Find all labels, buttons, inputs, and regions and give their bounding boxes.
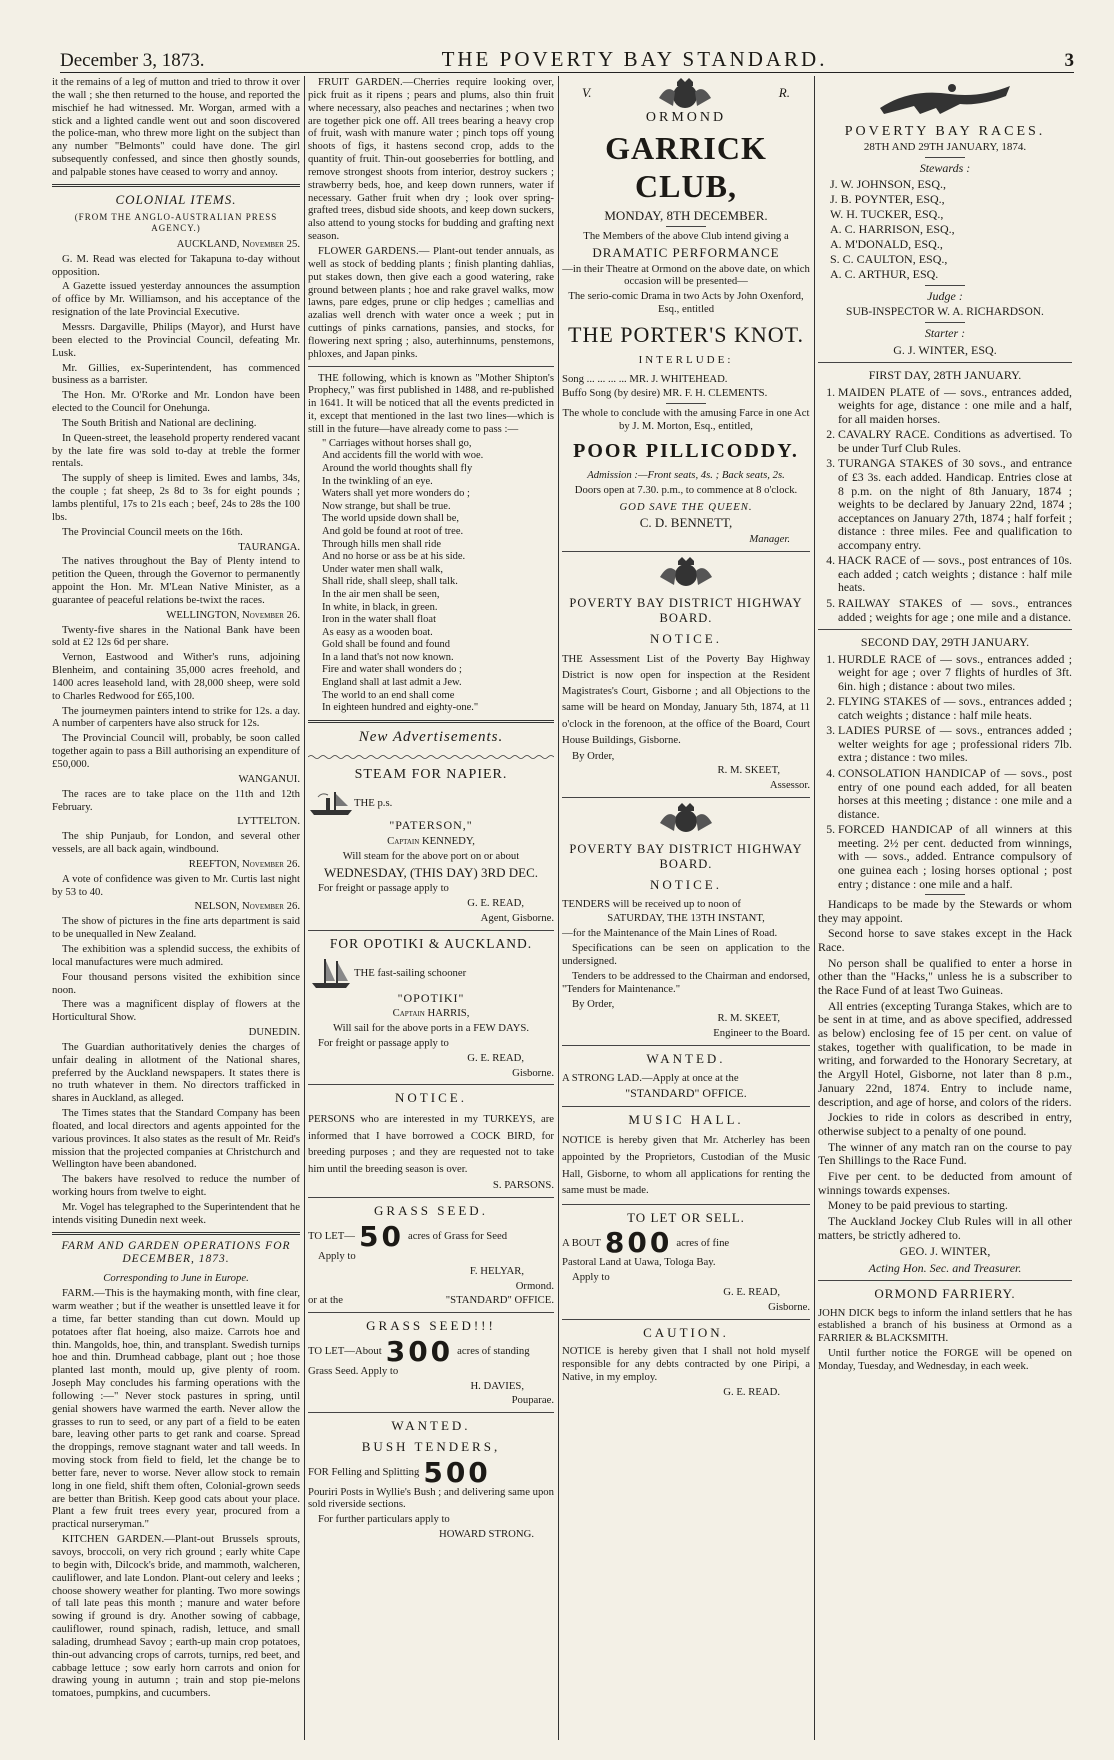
board-2-text: TENDERS will be received up to noon of xyxy=(562,897,741,910)
opotiki-the-line: THE fast-sailing schooner xyxy=(354,967,467,980)
news-item: The ship Punjaub, for London, and several other vessels, are all back again, windbound. xyxy=(52,830,300,856)
ship-name: "PATERSON," xyxy=(389,818,473,833)
news-item: The South British and National are declining. xyxy=(62,416,257,429)
let-about: A BOUT xyxy=(562,1236,601,1249)
kitchen-garden-text: KITCHEN GARDEN.—Plant-out Brussels sprouts, savoys, broccoli, on very rich ground ; early white Cape to begin with, Dilcock's bride, and mammoth, walcheren, cauliflower, and late London. Plant-out celery and leeks ; choose showery weather for planting. Two more sowings of tall late peas this month ; manure and water before sowing if ground is dry. Another sowing of cabbage, cauliflower, round spinach, radish, lettuce, and small salading, drumhead Savoy ; earth-up main crop potatoes, thin-out advancing crops of carrots, turnips, red beet, and cabbage lettuce ; sow early horn carrots and onion for drawing young in autumn ; train and stop pie-melons tomatoes, pumpkins, and cucumbers. xyxy=(52,1533,300,1700)
caution-heading: CAUTION. xyxy=(643,1324,729,1340)
news-item: The Guardian authoritatively denies the charges of unfair dealing in allotment of the National shares, preferred by the Auckland newspapers. It states there is no truth whatever in them. No directors trafficked in shares in Auckland, as alleged. xyxy=(52,1040,300,1105)
verse-line: As easy as a wooden boat. xyxy=(322,626,433,638)
board-2-order: By Order, xyxy=(572,997,615,1010)
vr-letter-r: R. xyxy=(778,85,790,101)
vr-letter-v: V. xyxy=(582,85,592,101)
verse-line: England shall at last admit a Jew. xyxy=(322,677,462,689)
to-let-heading: TO LET OR SELL. xyxy=(627,1209,745,1225)
board-2-notice: NOTICE. xyxy=(650,877,722,892)
grass-acres: acres of Grass for Seed xyxy=(407,1230,508,1243)
news-item: The show of pictures in the fine arts department is said to be unequalled in New Zealand. xyxy=(52,915,300,941)
steward-name: J. B. POYNTER, ESQ., xyxy=(830,192,945,207)
board-1-notice: NOTICE. xyxy=(650,630,722,646)
news-item: There was a magnificent display of flowers at the Horticultural Show. xyxy=(52,998,300,1024)
grass2-let-line xyxy=(308,1334,554,1368)
verse-line: Shall ride, shall sleep, shall talk. xyxy=(322,576,458,588)
divider xyxy=(52,1232,300,1235)
royal-crest-line xyxy=(562,76,810,110)
steam-signature-role: Agent, Gisborne. xyxy=(480,911,554,924)
verse-line: Iron in the water shall float xyxy=(322,614,437,626)
grass2-to-let: TO LET—About xyxy=(308,1345,382,1358)
ship-captain: Captain KENNEDY, xyxy=(387,834,475,847)
race-event: 2. CAVALRY RACE. Conditions as advertised. To be under Turf Club Rules. xyxy=(838,428,1072,455)
grass-let-line xyxy=(308,1219,554,1253)
issue-date: December 3, 1873. xyxy=(60,50,205,71)
god-save-queen: GOD SAVE THE QUEEN. xyxy=(619,500,753,513)
steward-name: W. H. TUCKER, ESQ., xyxy=(830,207,944,222)
column-1 xyxy=(52,76,300,1748)
fruit-garden-text: FRUIT GARDEN.—Cherries require looking over, pick fruit as it ripens ; pears and plums, also thin fruit where necessary, also peaches and nectarines ; when two are together pick one off. All trees bearing a heavy crop of fruit, wash with manure water ; pinch tops off young shoots of figs, it hastens second crop, adds to the quantity of fruit. Thin-out gooseberries for bottling, and remove strongest shoots from interior, destroy suckers ; strawberry beds, hoe, and keep down runners, water if necessary. Gather fruit when dry ; look over spring-grafted trees, disbud side shoots, and keep down suckers, also attend to young stocks for budding and grafting next season. xyxy=(308,76,554,243)
wanted-heading: WANTED. xyxy=(391,1418,471,1434)
divider xyxy=(308,366,554,367)
opotiki-ad-top xyxy=(308,957,554,991)
interlude-heading: INTERLUDE: xyxy=(638,354,734,367)
short-rule xyxy=(925,894,965,895)
dateline: DUNEDIN. xyxy=(248,1026,300,1039)
news-item: The Times states that the Standard Company has been floated, and local directors and agents appointed for the various provinces. It also states as the result of Mr. Reid's mission that the projected companies at Christchurch and Wellington have been abandoned. xyxy=(52,1107,300,1171)
short-rule xyxy=(925,322,965,323)
let-apply: Apply to xyxy=(572,1271,610,1284)
verse-line: Around the world thoughts shall fly xyxy=(322,462,473,474)
flower-garden-text: FLOWER GARDENS.— Plant-out tender annuals, as well as stock of bedding plants ; finish planting dahlias, put stakes down, then give each a good watering, rake ground between plants ; hoe and rake gravel walks, mow lawns, pare edges, prune or clip hedges ; camellias and azalias well drench with water once a week ; put in cuttings of pinks carnations, pansies, and stocks, for flowering next spring ; also, auterhinnums, penstemons, phloxes, and Japan pinks. xyxy=(308,244,554,360)
let-acres: acres of fine xyxy=(676,1236,730,1249)
news-item: The bakers have resolved to reduce the number of working hours from twelve to eight. xyxy=(52,1173,300,1199)
manager-role: Manager. xyxy=(749,533,790,546)
grass-office-line xyxy=(308,1294,554,1307)
divider xyxy=(818,362,1072,363)
secretary-signature: GEO. J. WINTER, xyxy=(899,1244,991,1259)
news-item: The Provincial Council will, probably, be soon called together again to pass a Bill authorising an expenditure of £50,000. xyxy=(52,732,300,770)
races-heading: POVERTY BAY RACES. xyxy=(844,123,1046,139)
verse-line: Waters shall yet more wonders do ; xyxy=(322,488,470,500)
grass-or-at: or at the xyxy=(308,1294,344,1307)
news-item: The Provincial Council meets on the 16th. xyxy=(62,525,243,538)
music-hall-heading: MUSIC HALL. xyxy=(628,1111,744,1127)
prophecy-verse xyxy=(308,438,554,715)
serio-comic-line: The serio-comic Drama in two Acts by John Oxenford, Esq., entitled xyxy=(568,290,804,316)
bush-tenders-heading: BUSH TENDERS, xyxy=(361,1438,501,1454)
race-event: 3. LADIES PURSE of — sovs., entrances added ; welter weights for age ; professional riders 7lb. extra ; distance : two miles. xyxy=(838,724,1072,765)
wanted-office: "STANDARD" OFFICE. xyxy=(625,1086,747,1101)
new-advertisements-heading: New Advertisements. xyxy=(358,728,504,745)
divider xyxy=(52,184,300,187)
verse-line: Under water men shall walk, xyxy=(322,563,444,575)
board-2-crest xyxy=(562,803,810,839)
steam-will: Will steam for the above port on or about xyxy=(342,849,520,862)
board-2-text-2: —for the Maintenance of the Main Lines of Road. xyxy=(562,927,778,940)
race-rule: No person shall be qualified to enter a horse in other than the "Hacks," unless he is a subscriber to the Race Fund of at least Two Guineas. xyxy=(818,955,1072,998)
verse-line: In white, in black, in green. xyxy=(322,601,438,613)
music-hall-text: NOTICE is hereby given that Mr. Atcherley has been appointed by the Proprietors, Custodian of the Music Hall, Gisborne, to whom all applications for renting the same must be made. xyxy=(562,1134,810,1197)
race-rule: Second horse to save stakes except in the Hack Race. xyxy=(818,926,1072,955)
turkey-notice-text: PERSONS who are interested in my TURKEYS, are informed that I have borrowed a COCK BIRD, for breeding purposes ; and they are requested not to take him until the breeding season is over. xyxy=(308,1113,554,1175)
source-line: (FROM THE ANGLO-AUSTRALIAN PRESS AGENCY.) xyxy=(74,212,278,234)
verse-line: Fire and water shall wonders do ; xyxy=(322,664,462,676)
grass-acre-number: 50 xyxy=(359,1219,404,1253)
steward-name: S. C. CAULTON, ESQ., xyxy=(830,252,948,267)
news-item: A vote of confidence was given to Mr. Curtis last night by 53 to 40. xyxy=(52,872,300,898)
news-item: The journeymen painters intend to strike for 12s. a day. A number of carpenters have also struck for 12s. xyxy=(52,704,300,730)
farriery-text-2: Until further notice the FORGE will be opened on Monday, Tuesday, and Wednesday, in each week. xyxy=(818,1347,1072,1372)
verse-line: In the twinkling of an eye. xyxy=(322,475,433,487)
board-1-signature-role: Assessor. xyxy=(769,779,810,792)
race-event: 1. HURDLE RACE of — sovs., entrances added ; weight for age ; over 7 flights of hurdles of 3ft. 6in. high ; distance : about two miles. xyxy=(838,653,1072,694)
members-line: The Members of the above Club intend giving a xyxy=(583,230,789,243)
verse-line: The world upside down shall be, xyxy=(322,513,460,525)
opotiki-signature-place: Gisborne. xyxy=(512,1066,554,1079)
divider xyxy=(562,1204,810,1205)
bush-text: Pouriri Posts in Wyllie's Bush ; and delivering same upon sold riverside sections. xyxy=(308,1485,554,1511)
bush-line xyxy=(308,1455,554,1489)
column-2 xyxy=(308,76,554,1748)
divider xyxy=(562,1106,810,1107)
divider xyxy=(562,797,810,798)
verse-line: " Carriages without horses shall go, xyxy=(322,437,472,449)
race-event: 2. FLYING STAKES of — sovs., entrances added ; catch weights ; distance : half mile heats. xyxy=(838,695,1072,722)
steam-the-line: THE p.s. xyxy=(354,797,393,810)
board-2-signature: R. M. SKEET, xyxy=(717,1012,780,1025)
verse-line: And gold be found at root of tree. xyxy=(322,525,464,537)
dateline: AUCKLAND, November 25. xyxy=(176,237,300,250)
masthead xyxy=(60,38,1074,73)
song-line-2: Buffo Song (by desire) MR. F. H. CLEMENTS. xyxy=(562,387,768,400)
verse-line: Through hills men shall ride xyxy=(322,538,441,550)
race-rule: Money to be paid previous to starting. xyxy=(828,1198,1008,1213)
divider xyxy=(308,720,554,723)
race-rule: The Auckland Jockey Club Rules will in all other matters, be strictly adhered to. xyxy=(818,1213,1072,1242)
divider xyxy=(562,1319,810,1320)
race-event: 4. HACK RACE of — sovs., post entrances of 10s. each added ; catch weights ; distance : half mile heats. xyxy=(838,554,1072,595)
grass-to-let: TO LET— xyxy=(308,1230,355,1243)
race-event: 1. MAIDEN PLATE of — sovs., entrances added, weights for age, distance : one mile and a half, for all maiden horses. xyxy=(838,386,1072,427)
races-dates: 28TH AND 29TH JANUARY, 1874. xyxy=(863,140,1027,153)
news-item: Mr. Gillies, ex-Superintendent, has commenced business as a barrister. xyxy=(52,361,300,387)
bush-further: For further particulars apply to xyxy=(318,1513,450,1526)
bush-signature: HOWARD STRONG. xyxy=(438,1528,534,1541)
grass2-acre-number: 300 xyxy=(385,1334,454,1368)
steward-name: J. W. JOHNSON, ESQ., xyxy=(830,177,947,192)
short-rule xyxy=(925,157,965,158)
performance-date: MONDAY, 8TH DECEMBER. xyxy=(604,207,768,223)
board-1-signature: R. M. SKEET, xyxy=(717,764,780,777)
garrick-club-title: GARRICK CLUB, xyxy=(605,129,767,205)
divider xyxy=(308,1197,554,1198)
schooner-captain: Captain HARRIS, xyxy=(392,1007,470,1020)
second-day-heading: SECOND DAY, 29TH JANUARY. xyxy=(860,635,1030,650)
steamship-icon xyxy=(308,788,354,818)
verse-line: Now strange, but shall be true. xyxy=(322,500,451,512)
poor-pillicoddy-title: POOR PILLICODDY. xyxy=(573,439,799,462)
news-item: The supply of sheep is limited. Ewes and lambs, 34s, the couple ; fat sheep, 2s 8d to 3s for eight pounds ; lambs plentiful, 17s to 21s each ; beef, 24s to 28s the 100 lbs. xyxy=(52,472,300,523)
royal-crest-icon xyxy=(656,557,716,589)
opotiki-sail: Will sail for the above ports in a FEW DAYS. xyxy=(332,1022,530,1035)
second-day-events xyxy=(818,653,1072,892)
steam-freight: For freight or passage apply to xyxy=(318,882,449,895)
bush-felling: FOR Felling and Splitting xyxy=(308,1466,420,1479)
porters-knot-title: THE PORTER'S KNOT. xyxy=(568,321,804,347)
dramatic-performance: DRAMATIC PERFORMANCE xyxy=(592,245,780,261)
column-4 xyxy=(818,76,1072,1748)
steam-date: WEDNESDAY, (THIS DAY) 3RD DEC. xyxy=(323,864,539,880)
farriery-heading: ORMOND FARRIERY. xyxy=(874,1286,1016,1301)
news-item: The races are to take place on the 11th and 12th February. xyxy=(52,787,300,813)
wavy-rule xyxy=(308,754,554,760)
verse-line: In the air men shall be seen, xyxy=(322,588,440,600)
grass2-acres: acres of standing xyxy=(457,1345,530,1358)
caution-signature: G. E. READ. xyxy=(723,1385,780,1398)
theatre-line: —in their Theatre at Ormond on the above date, on which occasion will be presented— xyxy=(562,262,810,288)
stewards-list xyxy=(818,177,1072,282)
divider xyxy=(818,629,1072,630)
news-item: Messrs. Dargaville, Philips (Mayor), and Hurst have been elected to the Provincial Council, defeating Mr. Lusk. xyxy=(52,321,300,359)
let-line xyxy=(562,1226,810,1260)
article-continued: it the remains of a leg of mutton and tried to throw it over the wall ; she then returned to the house, and reported the mischief he had witnessed. Mr. Worgan, armed with a stick and a lighted candle went out and soon discovered the police-man, who threw more light on the subject than any number "Belmonts" could have done. The girl subsequently confessed, and since then ghostly sounds, and palpable stones have ceased to worry and annoy. xyxy=(52,76,300,178)
grass-signature-place: Ormond. xyxy=(515,1279,554,1292)
column-rule xyxy=(304,76,305,1740)
dateline: WANGANUI. xyxy=(238,772,300,785)
divider xyxy=(562,1045,810,1046)
let-acre-number: 800 xyxy=(604,1226,673,1260)
dateline: LYTTELTON. xyxy=(237,815,300,828)
board-2-tenders: Tenders to be addressed to the Chairman and endorsed, "Tenders for Maintenance." xyxy=(562,969,810,995)
race-rule: The winner of any match ran on the course to pay Ten Shillings to the Race Fund. xyxy=(818,1139,1072,1168)
board-1-order: By Order, xyxy=(572,749,615,762)
divider xyxy=(308,930,554,931)
grass-apply: Apply to xyxy=(318,1249,356,1262)
manager-signature: C. D. BENNETT, xyxy=(639,515,733,531)
opotiki-heading: FOR OPOTIKI & AUCKLAND. xyxy=(329,935,533,951)
let-signature-place: Gisborne. xyxy=(768,1300,810,1313)
admission-line: Admission :—Front seats, 4s. ; Back seats, 2s. xyxy=(587,468,785,481)
short-rule xyxy=(925,285,965,286)
dateline: NELSON, November 26. xyxy=(194,900,300,913)
song-line-1: Song ... ... ... ... MR. J. WHITEHEAD. xyxy=(562,372,728,385)
verse-line: And accidents fill the world with woe. xyxy=(322,450,484,462)
stewards-label: Stewards : xyxy=(919,160,971,175)
grass2-apply: Grass Seed. Apply to xyxy=(308,1364,399,1377)
news-item: Twenty-five shares in the National Bank have been sold at £2 12s 6d per share. xyxy=(52,623,300,649)
steward-name: A. M'DONALD, ESQ., xyxy=(830,237,943,252)
news-item: Four thousand persons visited the exhibition since noon. xyxy=(52,970,300,996)
board-2-date: SATURDAY, THE 13TH INSTANT, xyxy=(607,912,765,925)
race-event: 4. CONSOLATION HANDICAP of — sovs., post entry of one pound each added, for all beaten horses at this meeting ; distance : one mile and a distance. xyxy=(838,767,1072,821)
board-2-specifications: Specifications can be seen on application to the undersigned. xyxy=(562,942,810,967)
news-item: The exhibition was a splendid success, the exhibits of local manufactures were much admired. xyxy=(52,942,300,968)
board-1-heading: POVERTY BAY DISTRICT HIGHWAY BOARD. xyxy=(569,595,803,625)
steam-signature: G. E. READ, xyxy=(467,897,524,909)
race-event: 5. RAILWAY STAKES of — sovs., entrances added ; weights for age ; one mile and a distance. xyxy=(838,597,1072,624)
steward-name: A. C. HARRISON, ESQ., xyxy=(830,222,955,237)
grass2-signature-place: Pouparae. xyxy=(511,1394,554,1407)
race-event: 3. TURANGA STAKES of 30 sovs., and entrance of £3 3s. each added. Handicap. Entries close at 8 p.m. on the night of 8th January, 1874 ; weights to be declared by January 22nd, 1874 ; acceptances on January 27th, 1874 ; half forfeit ; distance : three miles. Fee and qualification to accompany entry. xyxy=(838,457,1072,552)
column-3 xyxy=(562,76,810,1748)
dateline: REEFTON, November 26. xyxy=(188,857,300,870)
schooner-name: "OPOTIKI" xyxy=(397,990,465,1005)
bush-post-number: 500 xyxy=(423,1455,491,1489)
dateline: TAURANGA. xyxy=(238,540,300,553)
wanted-text: A STRONG LAD.—Apply at once at the xyxy=(562,1071,739,1084)
farm-subheading: Corresponding to June in Europe. xyxy=(103,1272,249,1285)
secretary-role: Acting Hon. Sec. and Treasurer. xyxy=(868,1260,1022,1275)
race-rule: Jockies to ride in colors as described in entry, otherwise subject to a penalty of one pound. xyxy=(818,1110,1072,1138)
colonial-items-heading: COLONIAL ITEMS. xyxy=(115,191,237,207)
board-2-signature-role: Engineer to the Board. xyxy=(713,1027,810,1040)
schooner-icon xyxy=(308,957,354,991)
steam-napier-heading: STEAM FOR NAPIER. xyxy=(354,766,508,782)
news-item: G. M. Read was elected for Takapuna to-day without opposition. xyxy=(52,252,300,278)
divider xyxy=(562,551,810,552)
verse-line: Gold shall be found and found xyxy=(322,639,451,651)
judge-name: SUB-INSPECTOR W. A. RICHARDSON. xyxy=(846,305,1044,318)
steward-name: A. C. ARTHUR, ESQ. xyxy=(830,267,939,282)
starter-label: Starter : xyxy=(924,326,966,341)
opotiki-freight: For freight or passage apply to xyxy=(318,1036,449,1049)
race-rule: All entries (excepting Turanga Stakes, which are to be sent in at time, and as above specified, addressed as below) enclosing fee of 15 per cent. on value of stakes, together with qualification, to be made in writing, and forwarded to the Honorary Secretary, at the Argyll Hotel, Gisborne, not later than 8 p.m., January 22nd, 1874. Entry to include name, description, and age of horse, and colors of the riders. xyxy=(818,998,1072,1109)
notice-heading: NOTICE. xyxy=(395,1090,467,1106)
verse-line: In a land that's not now known. xyxy=(322,651,454,663)
steam-ad-top xyxy=(308,788,554,818)
let-text: Pastoral Land at Uawa, Tologa Bay. xyxy=(562,1256,716,1269)
verse-line: And no horse or ass be at his side. xyxy=(322,551,466,563)
news-item: The natives throughout the Bay of Plenty intend to petition the Queen, through the Governor to permanently appoint the Hon. Mr. M'Lean Native Minister, as a guarantee of peaceful relations be-twixt the races. xyxy=(52,555,300,606)
verse-line: The world to an end shall come xyxy=(322,689,455,701)
farce-line: The whole to conclude with the amusing Farce in one Act by J. M. Morton, Esq., entitled, xyxy=(562,407,810,433)
divider xyxy=(818,1280,1072,1281)
newspaper-title: THE POVERTY BAY STANDARD. xyxy=(441,47,828,71)
ormond-label: ORMOND xyxy=(645,110,727,125)
royal-crest-icon xyxy=(655,76,715,110)
dateline: WELLINGTON, November 26. xyxy=(166,608,300,621)
races-emblem xyxy=(818,78,1072,122)
doors-line: Doors open at 7.30. p.m., to commence at 8 o'clock. xyxy=(574,483,798,496)
news-item: The Hon. Mr. O'Rorke and Mr. London have been elected to the Council for Onehunga. xyxy=(52,389,300,415)
royal-crest-icon xyxy=(656,803,716,835)
column-rule xyxy=(814,76,815,1740)
divider xyxy=(308,1412,554,1413)
let-signature: G. E. READ, xyxy=(723,1286,780,1299)
farm-garden-heading: FARM AND GARDEN OPERATIONS FOR DECEMBER, 1873. xyxy=(61,1239,291,1266)
starter-name: G. J. WINTER, ESQ. xyxy=(893,342,997,357)
farm-text: FARM.—This is the haymaking month, with fine clear, warm weather ; but if the weather is unsettled leave it for a time, far better standing than cut down. Mould up potatoes after flat hoeing, also maize. Carrots hoe and thin. Mangolds, hoe, thin, and transplant. Swedish turnips hoe and thin. Drumhead cabbage, plant out ; hoe those planted last month, mould up, give plenty of room. Joseph May concludes his farming operations with the following :—" Never stock pastures in spring, until genial showers have warmed the earth. Never allow the grasses to run to seed, or any part of a field to be eaten bare, leaving other parts to get rank and coarse. Spread the droppings, remove stagnant water and tall weeds. In moving stock from field to field, let the change be to better fare, never to worse. Never allow stock to remain long in one field, shift them often, Colonial-grown seeds are better than British. Keep good cats about your place. Plant a few fruit trees every year, procured from a practical nurseryman." xyxy=(52,1287,300,1531)
divider xyxy=(308,1084,554,1085)
short-rule xyxy=(666,403,706,404)
news-item: Mr. Vogel has telegraphed to the Superintendent that he intends visiting Dunedin next week. xyxy=(52,1201,300,1226)
short-rule xyxy=(666,226,706,227)
board-2-heading: POVERTY BAY DISTRICT HIGHWAY BOARD. xyxy=(569,842,803,871)
verse-line: In eighteen hundred and eighty-one." xyxy=(322,702,479,714)
grass2-signature: H. DAVIES, xyxy=(470,1379,524,1392)
wanted-heading: WANTED. xyxy=(646,1051,726,1067)
page-number: 3 xyxy=(1064,50,1074,71)
turkey-notice-signature: S. PARSONS. xyxy=(492,1179,554,1192)
first-day-events xyxy=(818,386,1072,625)
judge-label: Judge : xyxy=(927,289,963,304)
grass-seed-2-heading: GRASS SEED!!! xyxy=(366,1318,496,1334)
race-rule: Handicaps to be made by the Stewards or whom they may appoint. xyxy=(818,897,1072,925)
race-rule: Five per cent. to be deducted from amount of winnings towards expenses. xyxy=(818,1168,1072,1197)
race-event: 5. FORCED HANDICAP of all winners at this meeting. 2½ per cent. deducted from winnings, with — sovs., added. Entrance compulsory of one guinea each ; losing horses optional ; post entry ; distance : one mile and a half. xyxy=(838,823,1072,891)
column-rule xyxy=(558,76,559,1740)
racehorse-icon xyxy=(870,78,1020,118)
news-item: In Queen-street, the leasehold property rendered vacant by the late fire was sold to-day at treble the former rentals. xyxy=(52,431,300,470)
shipton-intro: THE following, which is known as "Mother Shipton's Prophecy," was first published in 1488, and re-published in 1641. It will be noticed that all the events predicted in it, except that mentioned in the last two lines—which is still in the future—have already come to pass :— xyxy=(308,371,554,435)
divider xyxy=(308,1312,554,1313)
grass-seed-heading: GRASS SEED. xyxy=(374,1203,488,1219)
first-day-heading: FIRST DAY, 28TH JANUARY. xyxy=(868,368,1022,383)
caution-text: NOTICE is hereby given that I shall not hold myself responsible for any debts contracted by one Piripi, a Native, in my employ. xyxy=(562,1345,810,1384)
news-item: A Gazette issued yesterday announces the assumption of office by Mr. Williamson, and his acceptance of the resignation of the late Provincial Executive. xyxy=(52,280,300,319)
opotiki-signature: G. E. READ, xyxy=(467,1051,524,1064)
farriery-text: JOHN DICK begs to inform the inland settlers that he has established a branch of his business at Ormond as a FARRIER & BLACKSMITH. xyxy=(818,1306,1072,1345)
grass-office: "STANDARD" OFFICE. xyxy=(445,1294,554,1307)
grass-signature: F. HELYAR, xyxy=(469,1264,524,1277)
board-1-text: THE Assessment List of the Poverty Bay Highway District is now open for inspection at the Resident Magistrates's Court, Gisborne ; and all Objections to the same will be heard on Monday, January 5th, 1874, at 11 o'clock in the forenoon, at the office of the Board, Court House Buildings, Gisborne. xyxy=(562,653,810,746)
board-1-crest xyxy=(562,557,810,593)
news-item: Vernon, Eastwood and Wither's runs, adjoining Blenheim, and containing 35,000 acres freehold, and 1400 acres leasehold land, with 28,000 sheep, were sold to Charles Redwood for £65,100. xyxy=(52,651,300,702)
